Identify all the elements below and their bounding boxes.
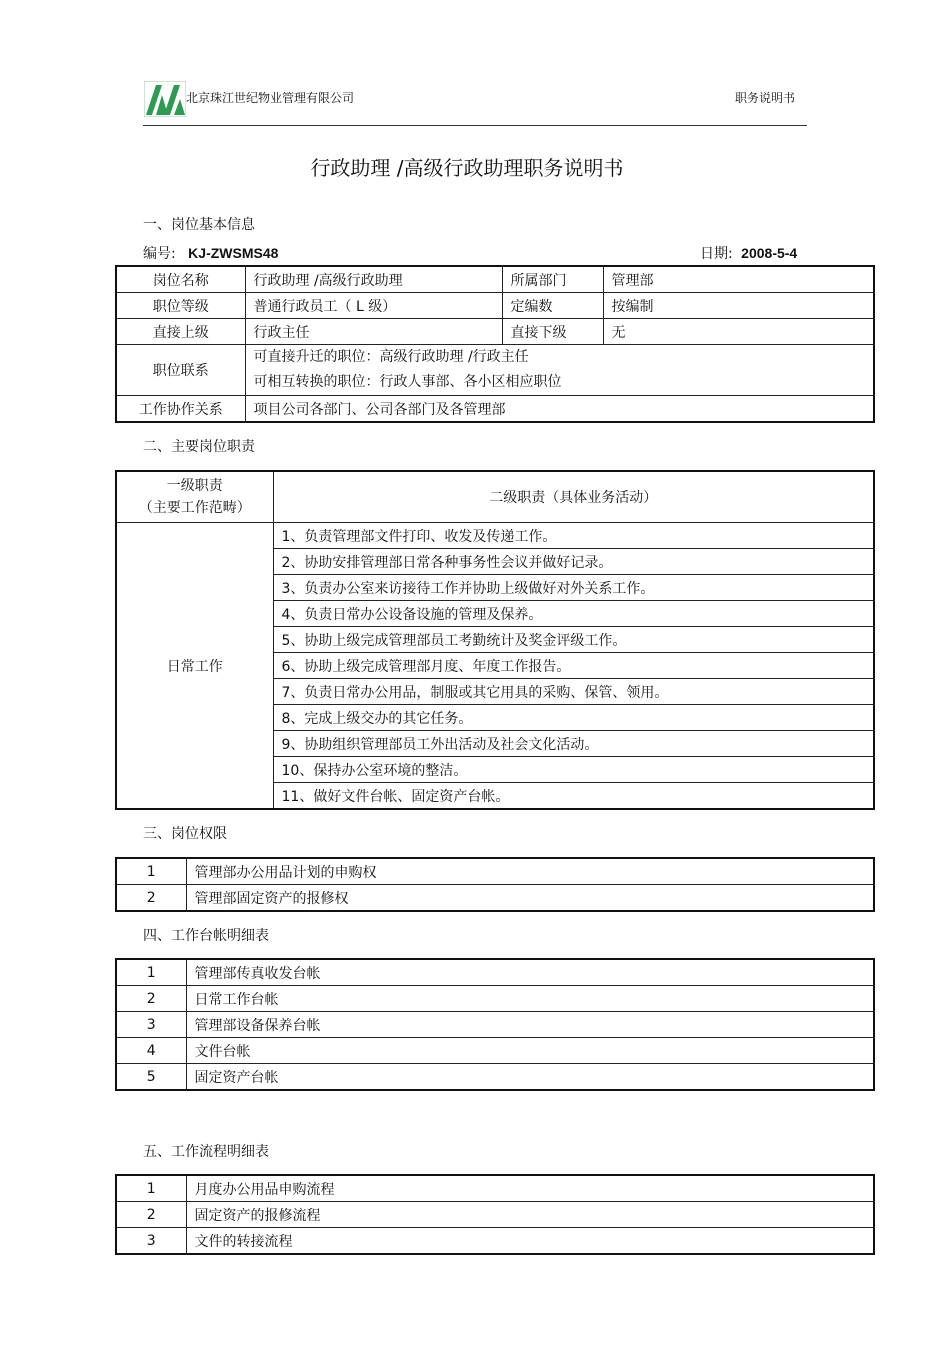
table-cell: 岗位名称 <box>116 266 245 293</box>
duty-item: 2、协助安排管理部日常各种事务性会议并做好记录。 <box>273 549 874 575</box>
duty-item: 11、做好文件台帐、固定资产台帐。 <box>273 783 874 810</box>
section-heading-duties: 二、主要岗位职责 <box>143 439 255 455</box>
table-cell: 日常工作台帐 <box>186 986 874 1012</box>
row-number: 2 <box>116 885 186 912</box>
table-row <box>116 396 874 423</box>
table-cell: 管理部传真收发台帐 <box>186 959 874 986</box>
table-header-row <box>116 471 874 523</box>
doc-date-label: 日期: <box>700 246 733 262</box>
row-number: 2 <box>116 986 186 1012</box>
table-cell <box>245 345 874 396</box>
duty-category: 日常工作 <box>116 523 273 810</box>
section-heading-authority: 三、岗位权限 <box>143 826 227 842</box>
transfer-path: 可相互转换的职位：行政人事部、各小区相应职位 <box>253 374 562 390</box>
table-cell: 普通行政员工（ L 级） <box>245 293 502 319</box>
table-cell: 直接下级 <box>502 319 603 345</box>
authority-table <box>115 857 875 912</box>
row-number: 1 <box>116 959 186 986</box>
table-header-cell: 二级职责（具体业务活动） <box>273 471 874 523</box>
table-cell: 管理部设备保养台帐 <box>186 1012 874 1038</box>
row-number: 5 <box>116 1064 186 1091</box>
table-row <box>116 266 874 293</box>
row-number: 3 <box>116 1228 186 1255</box>
table-row <box>116 986 874 1012</box>
table-cell: 文件台帐 <box>186 1038 874 1064</box>
table-cell: 所属部门 <box>502 266 603 293</box>
section-heading-ledgers: 四、工作台帐明细表 <box>143 928 269 944</box>
row-number: 4 <box>116 1038 186 1064</box>
table-cell: 按编制 <box>603 293 874 319</box>
table-row <box>116 319 874 345</box>
table-cell: 项目公司各部门、公司各部门及各管理部 <box>245 396 874 423</box>
duty-item: 1、负责管理部文件打印、收发及传递工作。 <box>273 523 874 549</box>
doc-date <box>700 243 797 263</box>
row-number: 3 <box>116 1012 186 1038</box>
table-cell: 固定资产台帐 <box>186 1064 874 1091</box>
duty-item: 10、保持办公室环境的整洁。 <box>273 757 874 783</box>
section-heading-processes: 五、工作流程明细表 <box>143 1144 269 1160</box>
company-logo <box>144 81 186 117</box>
table-cell: 职位联系 <box>116 345 245 396</box>
table-cell: 固定资产的报修流程 <box>186 1202 874 1228</box>
table-cell: 文件的转接流程 <box>186 1228 874 1255</box>
table-row <box>116 1175 874 1202</box>
table-row <box>116 523 874 549</box>
row-number: 1 <box>116 1175 186 1202</box>
duty-item: 6、协助上级完成管理部月度、年度工作报告。 <box>273 653 874 679</box>
table-header-cell <box>116 471 273 523</box>
document-type: 职务说明书 <box>735 91 796 105</box>
primary-duty-subheader: （主要工作范畴） <box>138 500 251 516</box>
processes-table <box>115 1174 875 1255</box>
duty-item: 5、协助上级完成管理部员工考勤统计及奖金评级工作。 <box>273 627 874 653</box>
table-row <box>116 885 874 912</box>
ledgers-table <box>115 958 875 1091</box>
basic-info-table <box>115 265 875 423</box>
doc-code <box>143 243 278 263</box>
header-divider <box>143 125 807 126</box>
duty-item: 7、负责日常办公用品，制服或其它用具的采购、保管、领用。 <box>273 679 874 705</box>
company-name: 北京珠江世纪物业管理有限公司 <box>186 91 355 105</box>
table-cell: 行政主任 <box>245 319 502 345</box>
doc-code-label: 编号: <box>143 246 176 262</box>
doc-code-value: KJ-ZWSMS48 <box>188 245 279 261</box>
section-heading-basic-info: 一、岗位基本信息 <box>143 217 255 233</box>
table-cell: 定编数 <box>502 293 603 319</box>
duty-item: 4、负责日常办公设备设施的管理及保养。 <box>273 601 874 627</box>
page-title: 行政助理 /高级行政助理职务说明书 <box>310 156 624 180</box>
row-number: 1 <box>116 858 186 885</box>
table-row <box>116 1064 874 1091</box>
table-row <box>116 858 874 885</box>
table-cell: 工作协作关系 <box>116 396 245 423</box>
duty-item: 3、负责办公室来访接待工作并协助上级做好对外关系工作。 <box>273 575 874 601</box>
table-cell: 管理部 <box>603 266 874 293</box>
table-row <box>116 1202 874 1228</box>
table-row <box>116 1228 874 1255</box>
primary-duty-header: 一级职责 <box>166 478 223 494</box>
doc-date-value: 2008-5-4 <box>741 245 798 261</box>
table-row <box>116 345 874 396</box>
duty-item: 9、协助组织管理部员工外出活动及社会文化活动。 <box>273 731 874 757</box>
table-cell: 行政助理 /高级行政助理 <box>245 266 502 293</box>
promotion-path: 可直接升迁的职位：高级行政助理 /行政主任 <box>253 349 529 365</box>
table-cell: 月度办公用品申购流程 <box>186 1175 874 1202</box>
table-cell: 职位等级 <box>116 293 245 319</box>
duties-table <box>115 470 875 810</box>
table-row <box>116 959 874 986</box>
row-number: 2 <box>116 1202 186 1228</box>
table-row <box>116 1038 874 1064</box>
table-row <box>116 293 874 319</box>
table-cell: 管理部办公用品计划的申购权 <box>186 858 874 885</box>
duty-item: 8、完成上级交办的其它任务。 <box>273 705 874 731</box>
table-cell: 管理部固定资产的报修权 <box>186 885 874 912</box>
table-row <box>116 1012 874 1038</box>
table-cell: 直接上级 <box>116 319 245 345</box>
table-cell: 无 <box>603 319 874 345</box>
